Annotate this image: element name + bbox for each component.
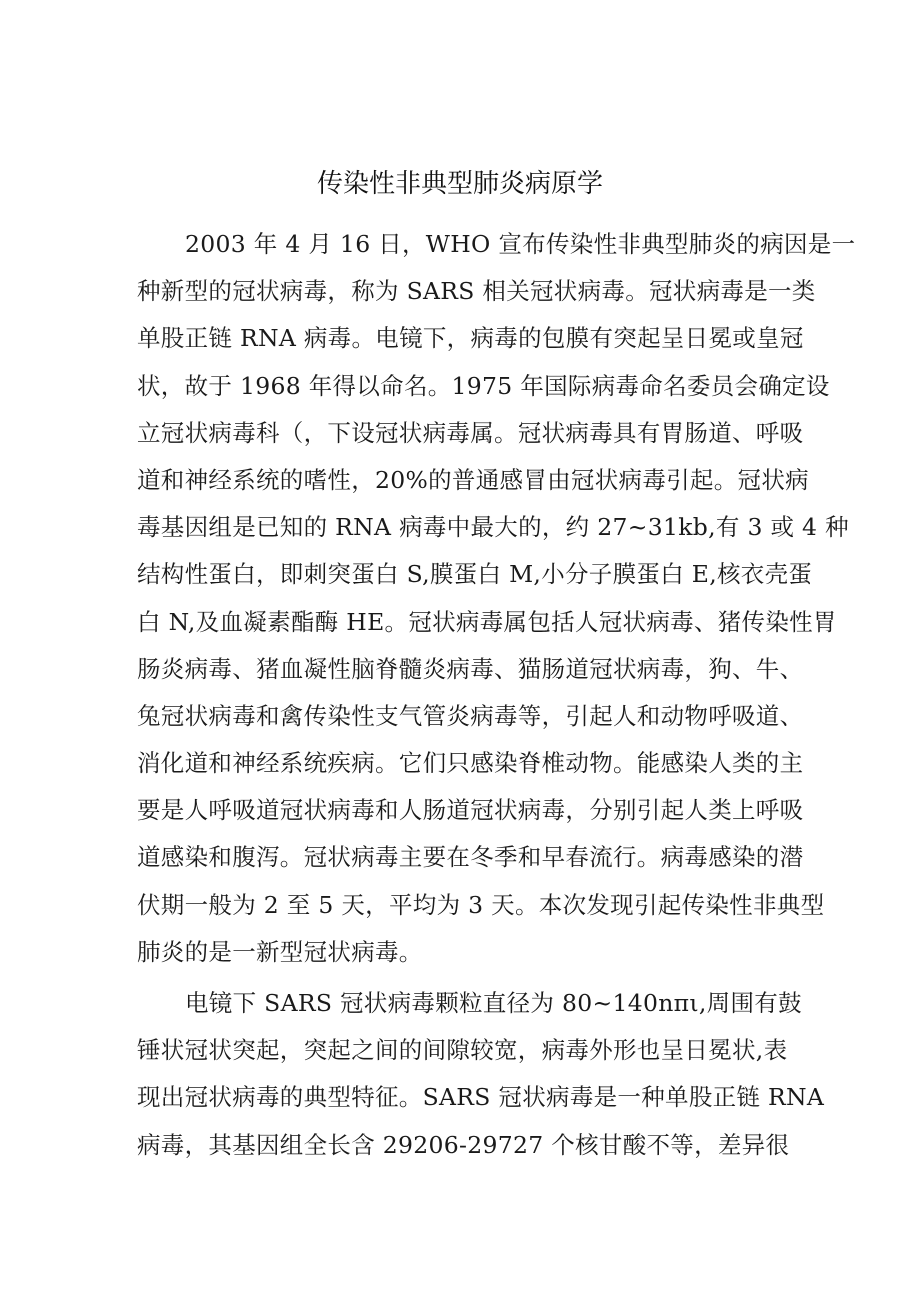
text-line: 锤状冠状突起，突起之间的间隙较宽，病毒外形也呈日冕状,表 <box>137 1036 788 1065</box>
text-line: 立冠状病毒科（，下设冠状病毒属。冠状病毒具有胃肠道、呼吸 <box>137 418 804 447</box>
text-line: 要是人呼吸道冠状病毒和人肠道冠状病毒，分别引起人类上呼吸 <box>137 796 804 825</box>
text-line: 肺炎的是一新型冠状病毒。 <box>137 937 423 966</box>
paragraph-2 <box>137 983 825 1172</box>
text-line: 毒基因组是已知的 RNA 病毒中最大的，约 27~31kb,有 3 或 4 种 <box>137 513 849 542</box>
text-line: 病毒，其基因组全长含 29206-29727 个核甘酸不等，差异很 <box>137 1130 790 1159</box>
paragraph-1 <box>137 224 856 979</box>
text-line: 消化道和神经系统疾病。它们只感染脊椎动物。能感染人类的主 <box>137 749 804 778</box>
text-line: 道和神经系统的嗜性，20%的普通感冒由冠状病毒引起。冠状病 <box>137 465 809 494</box>
text-line: 单股正链 RNA 病毒。电镜下，病毒的包膜有突起呈日冕或皇冠 <box>137 324 804 353</box>
document-title: 传染性非典型肺炎病原学 <box>316 169 603 200</box>
text-line: 肠炎病毒、猪血凝性脑脊髓炎病毒、猫肠道冠状病毒，狗、牛、 <box>137 654 804 683</box>
document-body <box>137 224 856 1172</box>
text-line: 2003 年 4 月 16 日，WHO 宣布传染性非典型肺炎的病因是一 <box>185 230 856 258</box>
text-line: 白 N,及血凝素酯酶 HE。冠状病毒属包括人冠状病毒、猪传染性胃 <box>137 607 837 636</box>
text-line: 状，故于 1968 年得以命名。1975 年国际病毒命名委员会确定设 <box>137 371 830 400</box>
text-line: 电镜下 SARS 冠状病毒颗粒直径为 80~140nπι,周围有鼓 <box>185 989 802 1017</box>
text-line: 兔冠状病毒和禽传染性支气管炎病毒等，引起人和动物呼吸道、 <box>137 701 804 730</box>
text-line: 现出冠状病毒的典型特征。SARS 冠状病毒是一种单股正链 RNA <box>137 1083 825 1112</box>
text-line: 伏期一般为 2 至 5 天，平均为 3 天。本次发现引起传染性非典型 <box>137 890 825 919</box>
text-line: 结构性蛋白，即刺突蛋白 S,膜蛋白 M,小分子膜蛋白 E,核衣壳蛋 <box>137 560 813 589</box>
text-line: 道感染和腹泻。冠状病毒主要在冬季和早春流行。病毒感染的潜 <box>137 843 804 872</box>
text-line: 种新型的冠状病毒，称为 SARS 相关冠状病毒。冠状病毒是一类 <box>137 277 816 306</box>
